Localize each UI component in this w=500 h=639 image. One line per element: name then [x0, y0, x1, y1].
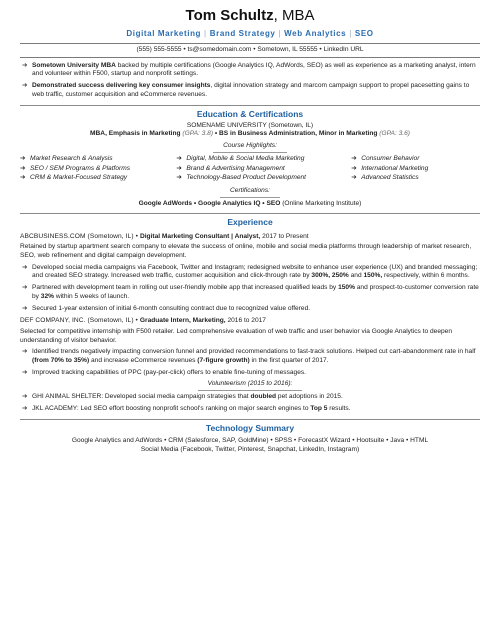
job-header	[20, 233, 480, 242]
highlight-item: ➔ Brand & Advertising Management	[176, 164, 285, 172]
tagline-separator: |	[349, 28, 352, 38]
job-bullet: ➔ Secured 1-year extension of initial 6-month consulting contract due to recognized value offered.	[22, 304, 311, 312]
highlights-column	[176, 155, 342, 184]
job-description: Selected for competitive internship with F500 retailer. Led comprehensive evaluation of web traffic and user behavior via Google Analytics to deepen understanding of visitor behavior.	[20, 327, 453, 344]
arrow-icon: ➔	[22, 368, 28, 376]
tagline-item: Brand Strategy	[209, 28, 276, 38]
course-highlights-grid	[20, 155, 480, 184]
summary-text: , digital innovation strategy and marcom campaign support to propel pacesetting gains to web traffic, customer acquisition and eCommerce revenues.	[32, 82, 470, 98]
arrow-icon: ➔	[22, 304, 28, 312]
technology-line: Google Analytics and AdWords • CRM (Salesforce, SAP, GoldMine) • SPSS • ForecastX Wizard • Hootsuite • Java • HTML	[71, 436, 429, 444]
summary-bold: Sometown University MBA	[32, 61, 116, 69]
highlight-item: ➔ Consumer Behavior	[351, 154, 420, 162]
arrow-icon: ➔	[22, 284, 28, 292]
arrow-icon: ➔	[22, 61, 28, 69]
gpa-2: (GPA: 3.6)	[379, 130, 410, 138]
degree-1: MBA, Emphasis in Marketing	[90, 130, 181, 138]
arrow-icon: ➔	[22, 263, 28, 271]
arrow-icon: ➔	[22, 82, 28, 90]
volunteer-list	[20, 393, 480, 413]
job-bullet: ➔ Partnered with development team in rolling out user-friendly mobile app that increased qualified leads by 150% and prospect-to-customer conversion rate by 32% within 5 weeks of launch.	[22, 284, 479, 300]
job-title: Graduate Intern, Marketing,	[139, 317, 226, 325]
highlights-column	[351, 155, 480, 184]
technology-line: Social Media (Facebook, Twitter, Pinterest, Snapchat, LinkedIn, Instagram)	[140, 446, 360, 454]
credential-text: , MBA	[273, 7, 315, 24]
highlight-item: ➔ Advanced Statistics	[351, 174, 419, 182]
job-bullet: ➔ Improved tracking capabilities of PPC (pay-per-click) offers to enable fine-tuning of messages.	[22, 368, 307, 376]
tagline-item: SEO	[354, 28, 374, 38]
certs-bold: Google AdWords • Google Analytics IQ • SEO	[138, 199, 281, 207]
highlight-item: ➔ International Marketing	[351, 164, 429, 172]
arrow-icon: ➔	[22, 393, 28, 401]
highlights-column	[20, 155, 167, 184]
certifications-label: Certifications:	[20, 187, 480, 198]
tagline-separator: |	[204, 28, 207, 38]
tagline-separator: |	[278, 28, 282, 38]
job-header	[20, 317, 480, 326]
arrow-icon: ➔	[20, 164, 26, 172]
job-bullets	[20, 348, 480, 377]
candidate-name	[20, 8, 480, 25]
job-dates: 2016 to 2017	[225, 317, 266, 325]
technology-list	[20, 436, 480, 455]
summary-text: backed by multiple certifications (Google Analytics IQ, AdWords, SEO) as well as experience as a marketing analyst, intern and volunteer within F500, startup and nonprofit settings.	[32, 61, 476, 78]
certs-rest: (Online Marketing Institute)	[280, 199, 362, 207]
volunteer-item: ➔ GHI ANIMAL SHELTER: Developed social media campaign strategies that doubled pet adoptions in 2015.	[22, 393, 343, 401]
job-company: DEF COMPANY, INC. (Sometown, IL) •	[20, 317, 140, 325]
highlight-item: ➔ CRM & Market-Focused Strategy	[20, 174, 128, 182]
summary-list	[20, 62, 480, 100]
section-heading-technology: Technology Summary	[20, 419, 480, 434]
summary-bold: Demonstrated success delivering key consumer insights	[32, 82, 211, 90]
bullet-separator: •	[213, 130, 220, 138]
job-dates: 2017 to Present	[260, 232, 309, 240]
arrow-icon: ➔	[22, 404, 28, 412]
tagline-item: Digital Marketing	[126, 28, 202, 38]
school-name: SOMENAME UNIVERSITY (Sometown, IL)	[186, 121, 314, 129]
job-bullets	[20, 264, 480, 314]
gpa-1: (GPA: 3.8)	[182, 130, 214, 138]
arrow-icon: ➔	[22, 348, 28, 356]
arrow-icon: ➔	[351, 154, 357, 162]
course-highlights-label: Course Highlights:	[20, 142, 480, 153]
arrow-icon: ➔	[20, 174, 26, 182]
highlight-item: ➔ Technology-Based Product Development	[176, 174, 307, 182]
contact-line: (555) 555-5555 • ts@somedomain.com • Sometown, IL 55555 • LinkedIn URL	[20, 43, 480, 58]
summary-item	[20, 82, 480, 99]
tagline	[20, 29, 480, 40]
section-heading-education: Education & Certifications	[20, 105, 480, 120]
tagline-item: Web Analytics	[284, 28, 347, 38]
highlight-item: ➔ Market Research & Analysis	[20, 154, 113, 162]
volunteerism-label: Volunteerism (2015 to 2016):	[20, 380, 480, 391]
highlight-item: ➔ SEO / SEM Programs & Platforms	[20, 164, 131, 172]
arrow-icon: ➔	[20, 154, 26, 162]
section-heading-experience: Experience	[20, 213, 480, 228]
arrow-icon: ➔	[351, 164, 357, 172]
name-text: Tom Schultz	[185, 7, 274, 24]
volunteer-item: ➔ JKL ACADEMY: Led SEO effort boosting nonprofit school's ranking on major search engines to Top 5 results.	[22, 404, 351, 412]
degree-line	[20, 130, 480, 139]
job-bullet: ➔ Developed social media campaigns via Facebook, Twitter and Instagram; redesigned website to enhance user experience (UX) and branded messaging; and created SEO strategy. Increased web traffic, customer acquisition and click-through rate by 300%, 250% and 150%, respectively, within 6 months.	[22, 263, 478, 280]
job-title: Digital Marketing Consultant | Analyst,	[139, 232, 261, 240]
highlight-item: ➔ Digital, Mobile & Social Media Marketing	[176, 154, 305, 162]
summary-item	[20, 62, 480, 79]
degree-2: BS in Business Administration, Minor in Marketing	[219, 130, 378, 138]
certifications-line	[20, 200, 480, 209]
arrow-icon: ➔	[176, 174, 182, 182]
job-company: ABCBUSINESS.COM (Sometown, IL) •	[20, 232, 140, 240]
arrow-icon: ➔	[176, 164, 182, 172]
job-bullet: ➔ Identified trends negatively impacting conversion funnel and provided recommendations to fast-track solutions. Helped cut cart-abandonment rate in half (from 70% to 35%) and increase eCommerce revenues (7-figure growth) in the first quarter of 2017.	[22, 348, 476, 365]
job-description: Retained by startup apartment search company to elevate the success of online, mobile and social media platforms through leadership of market research, SEO, web refinement and digital campaign development.	[20, 243, 472, 260]
arrow-icon: ➔	[176, 154, 182, 162]
arrow-icon: ➔	[351, 174, 357, 182]
